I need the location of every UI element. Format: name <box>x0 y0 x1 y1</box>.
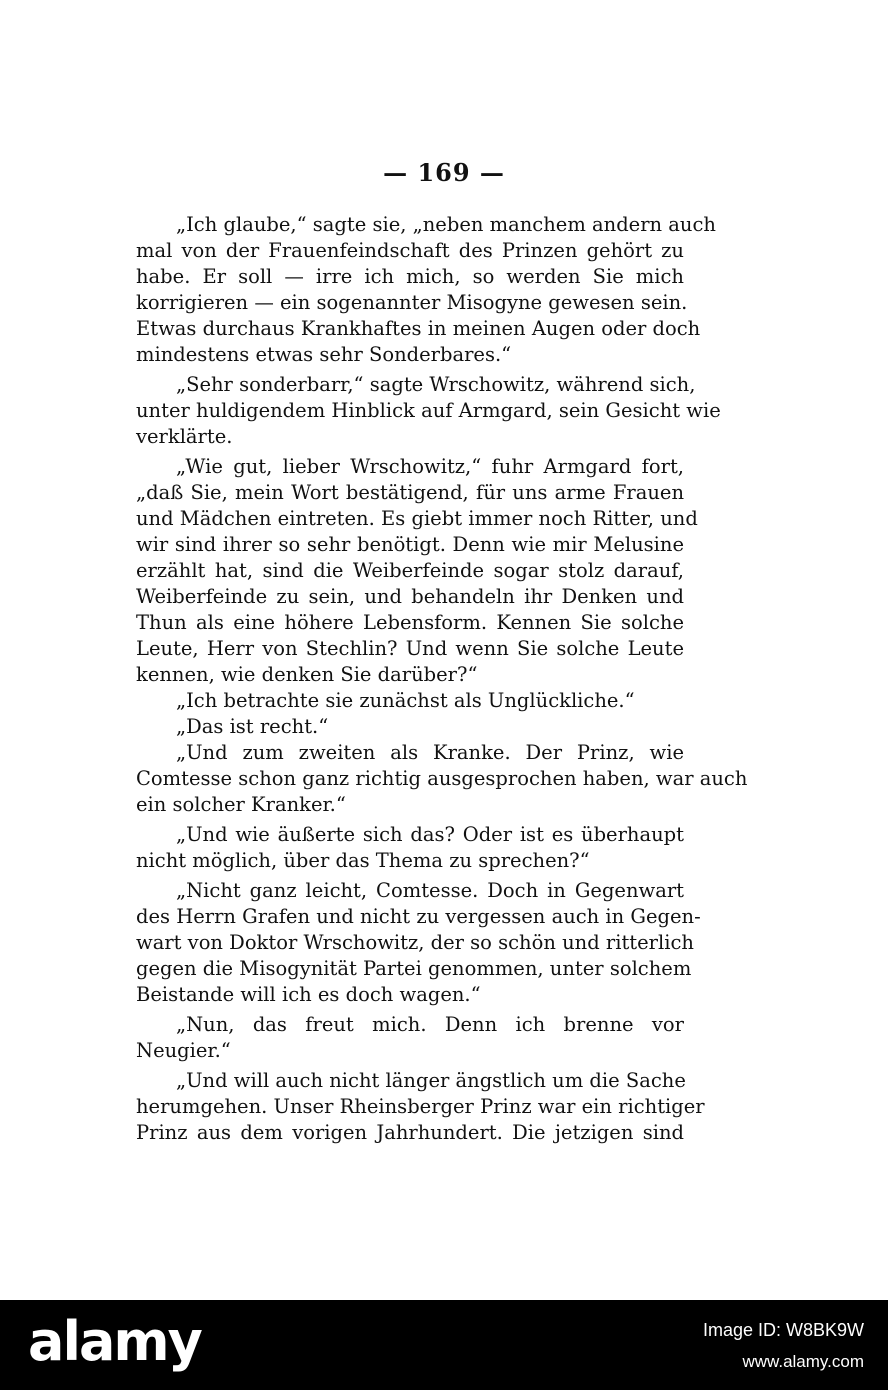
text-line: „Ich betrachte sie zunächst als Unglückliche.“ <box>176 689 635 712</box>
text-line: Prinz aus dem vorigen Jahrhundert. Die jetzigen sind <box>136 1121 684 1144</box>
text-line: unter huldigendem Hinblick auf Armgard, sein Gesicht wie <box>136 399 721 422</box>
text-line: verklärte. <box>136 425 233 448</box>
text-line: habe. Er soll — irre ich mich, so werden Sie mich <box>136 265 684 288</box>
text-line: „Und wie äußerte sich das? Oder ist es überhaupt <box>176 823 684 846</box>
text-line: Comtesse schon ganz richtig ausgesprochen haben, war auch <box>136 767 748 790</box>
text-line: wir sind ihrer so sehr benötigt. Denn wie mir Melusine <box>136 533 684 556</box>
text-line: „daß Sie, mein Wort bestätigend, für uns arme Frauen <box>136 481 684 504</box>
footer-url: www.alamy.com <box>742 1352 864 1371</box>
text-line: nicht möglich, über das Thema zu sprechen?“ <box>136 849 590 872</box>
text-line: des Herrn Grafen und nicht zu vergessen auch in Gegen- <box>136 905 701 928</box>
text-line: gegen die Misogynität Partei genommen, unter solchem <box>136 957 692 980</box>
text-line: erzählt hat, sind die Weiberfeinde sogar stolz darauf, <box>136 559 684 582</box>
page-number: — 169 — <box>383 158 505 187</box>
text-line: Weiberfeinde zu sein, und behandeln ihr Denken und <box>136 585 684 608</box>
text-line: „Nicht ganz leicht, Comtesse. Doch in Gegenwart <box>176 879 684 902</box>
text-line: mal von der Frauenfeindschaft des Prinzen gehört zu <box>136 239 684 262</box>
text-line: „Sehr sonderbarr,“ sagte Wrschowitz, während sich, <box>176 373 696 396</box>
text-line: mindestens etwas sehr Sonderbares.“ <box>136 343 512 366</box>
text-line: Thun als eine höhere Lebensform. Kennen Sie solche <box>136 611 684 634</box>
text-line: und Mädchen eintreten. Es giebt immer noch Ritter, und <box>136 507 698 530</box>
text-line: herumgehen. Unser Rheinsberger Prinz war ein richtiger <box>136 1095 705 1118</box>
text-line: „Wie gut, lieber Wrschowitz,“ fuhr Armgard fort, <box>176 455 684 478</box>
page-text <box>136 212 748 1146</box>
text-line: „Und will auch nicht länger ängstlich um die Sache <box>176 1069 686 1092</box>
text-line: Leute, Herr von Stechlin? Und wenn Sie solche Leute <box>136 637 684 660</box>
text-line: wart von Doktor Wrschowitz, der so schön und ritterlich <box>136 931 694 954</box>
text-line: Beistande will ich es doch wagen.“ <box>136 983 481 1006</box>
text-line: kennen, wie denken Sie darüber?“ <box>136 663 478 686</box>
text-line: „Nun, das freut mich. Denn ich brenne vor <box>176 1013 684 1036</box>
text-line: Neugier.“ <box>136 1039 231 1062</box>
watermark-footer <box>0 1300 888 1390</box>
text-line: korrigieren — ein sogenannter Misogyne gewesen sein. <box>136 291 688 314</box>
image-id-label: Image ID: W8BK9W <box>702 1320 864 1340</box>
text-line: „Ich glaube,“ sagte sie, „neben manchem andern auch <box>176 213 716 236</box>
alamy-logo: alamy <box>28 1310 201 1373</box>
text-line: ein solcher Kranker.“ <box>136 793 346 816</box>
text-line: Etwas durchaus Krankhaftes in meinen Augen oder doch <box>136 317 701 340</box>
text-line: „Und zum zweiten als Kranke. Der Prinz, wie <box>176 741 684 764</box>
text-line: „Das ist recht.“ <box>176 715 329 738</box>
